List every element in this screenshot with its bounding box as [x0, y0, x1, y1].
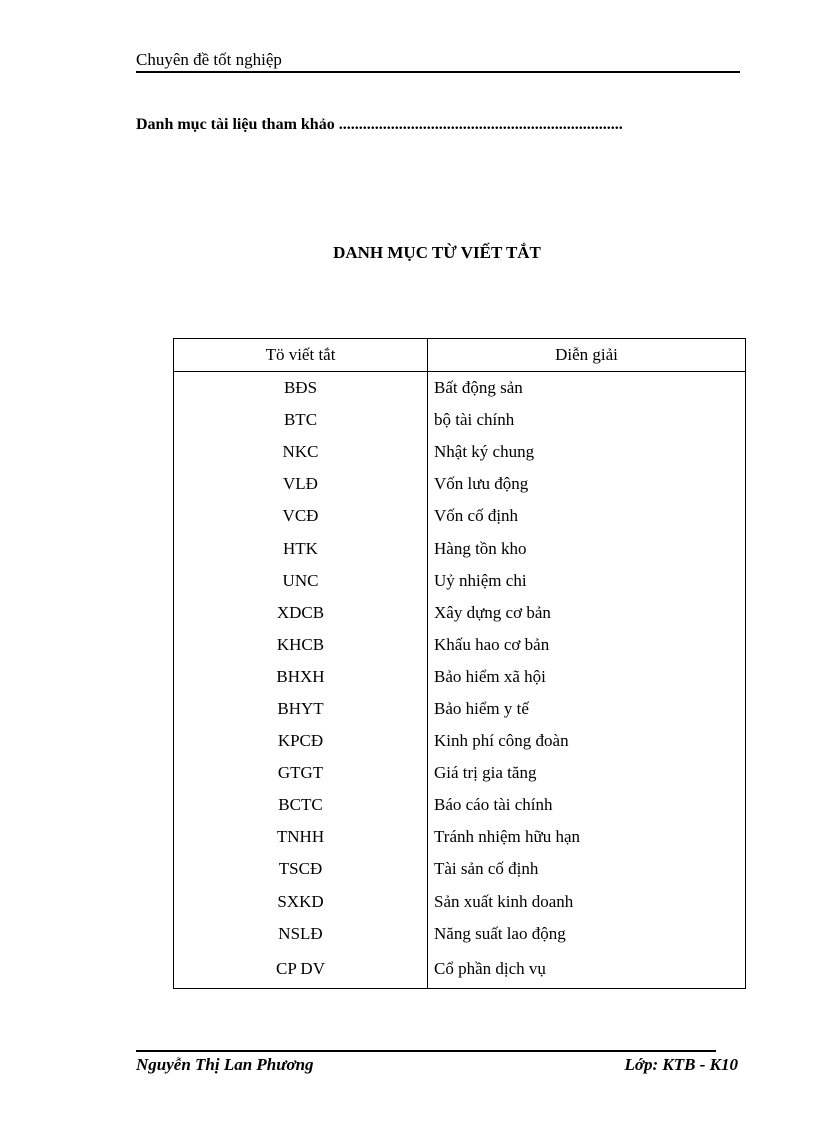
abbreviation-cell: BCTC: [174, 789, 428, 821]
table-row: [174, 500, 746, 532]
table-row: [174, 597, 746, 629]
table-row: [174, 468, 746, 500]
table-row: [174, 789, 746, 821]
abbreviation-cell: TNHH: [174, 821, 428, 853]
abbreviation-cell: BĐS: [174, 372, 428, 405]
meaning-cell: Năng suất lao động: [428, 918, 746, 950]
meaning-cell: Bất động sản: [428, 372, 746, 405]
abbreviation-cell: SXKD: [174, 886, 428, 918]
abbreviation-cell: UNC: [174, 565, 428, 597]
abbreviation-cell: VCĐ: [174, 500, 428, 532]
abbreviation-cell: NKC: [174, 436, 428, 468]
meaning-cell: Giá trị gia tăng: [428, 757, 746, 789]
abbreviation-cell: VLĐ: [174, 468, 428, 500]
column-header-meaning: Diễn giải: [428, 339, 746, 372]
table-row: [174, 532, 746, 564]
abbreviation-cell: XDCB: [174, 597, 428, 629]
abbreviation-cell: TSCĐ: [174, 853, 428, 885]
header-divider: [136, 71, 740, 73]
abbreviation-cell: NSLĐ: [174, 918, 428, 950]
meaning-cell: Kinh phí công đoàn: [428, 725, 746, 757]
footer-class-label: Lớp: KTB - K10: [624, 1055, 738, 1074]
meaning-cell: Sản xuất kinh doanh: [428, 886, 746, 918]
meaning-cell: Tránh nhiệm hữu hạn: [428, 821, 746, 853]
meaning-cell: Khấu hao cơ bản: [428, 629, 746, 661]
table-row: [174, 950, 746, 989]
table-row: [174, 404, 746, 436]
meaning-cell: Hàng tồn kho: [428, 532, 746, 564]
meaning-cell: Cổ phần dịch vụ: [428, 950, 746, 989]
table-body: [174, 372, 746, 989]
abbreviation-cell: KPCĐ: [174, 725, 428, 757]
meaning-cell: Vốn lưu động: [428, 468, 746, 500]
abbreviation-cell: BHYT: [174, 693, 428, 725]
abbreviation-cell: KHCB: [174, 629, 428, 661]
table-row: [174, 821, 746, 853]
meaning-cell: Uỷ nhiệm chi: [428, 565, 746, 597]
meaning-cell: Tài sản cố định: [428, 853, 746, 885]
column-header-abbreviation: Tö viết tắt: [174, 339, 428, 372]
table-row: [174, 372, 746, 405]
footer-divider: [136, 1050, 716, 1052]
abbreviation-cell: GTGT: [174, 757, 428, 789]
table-row: [174, 725, 746, 757]
abbreviation-cell: HTK: [174, 532, 428, 564]
table-row: [174, 629, 746, 661]
table-row: [174, 757, 746, 789]
meaning-cell: Xây dựng cơ bản: [428, 597, 746, 629]
table-row: [174, 565, 746, 597]
meaning-cell: Bảo hiểm xã hội: [428, 661, 746, 693]
table-row: [174, 918, 746, 950]
footer-author: Nguyễn Thị Lan Phương: [136, 1055, 314, 1074]
abbreviation-table: [173, 338, 746, 989]
table-row: [174, 886, 746, 918]
meaning-cell: Báo cáo tài chính: [428, 789, 746, 821]
toc-entry-references: Danh mục tài liệu tham khảo .......................................................................: [136, 116, 623, 133]
table-row: [174, 661, 746, 693]
abbreviation-cell: BHXH: [174, 661, 428, 693]
document-title: DANH MỤC TỪ VIẾT TẮT: [333, 243, 541, 262]
meaning-cell: bộ tài chính: [428, 404, 746, 436]
table-row: [174, 693, 746, 725]
meaning-cell: Bảo hiểm y tế: [428, 693, 746, 725]
meaning-cell: Nhật ký chung: [428, 436, 746, 468]
meaning-cell: Vốn cố định: [428, 500, 746, 532]
page-header-title: Chuyên đề tốt nghiệp: [136, 50, 282, 69]
abbreviation-cell: BTC: [174, 404, 428, 436]
table-header-row: [174, 339, 746, 372]
table-row: [174, 853, 746, 885]
abbreviation-cell: CP DV: [174, 950, 428, 989]
table-row: [174, 436, 746, 468]
